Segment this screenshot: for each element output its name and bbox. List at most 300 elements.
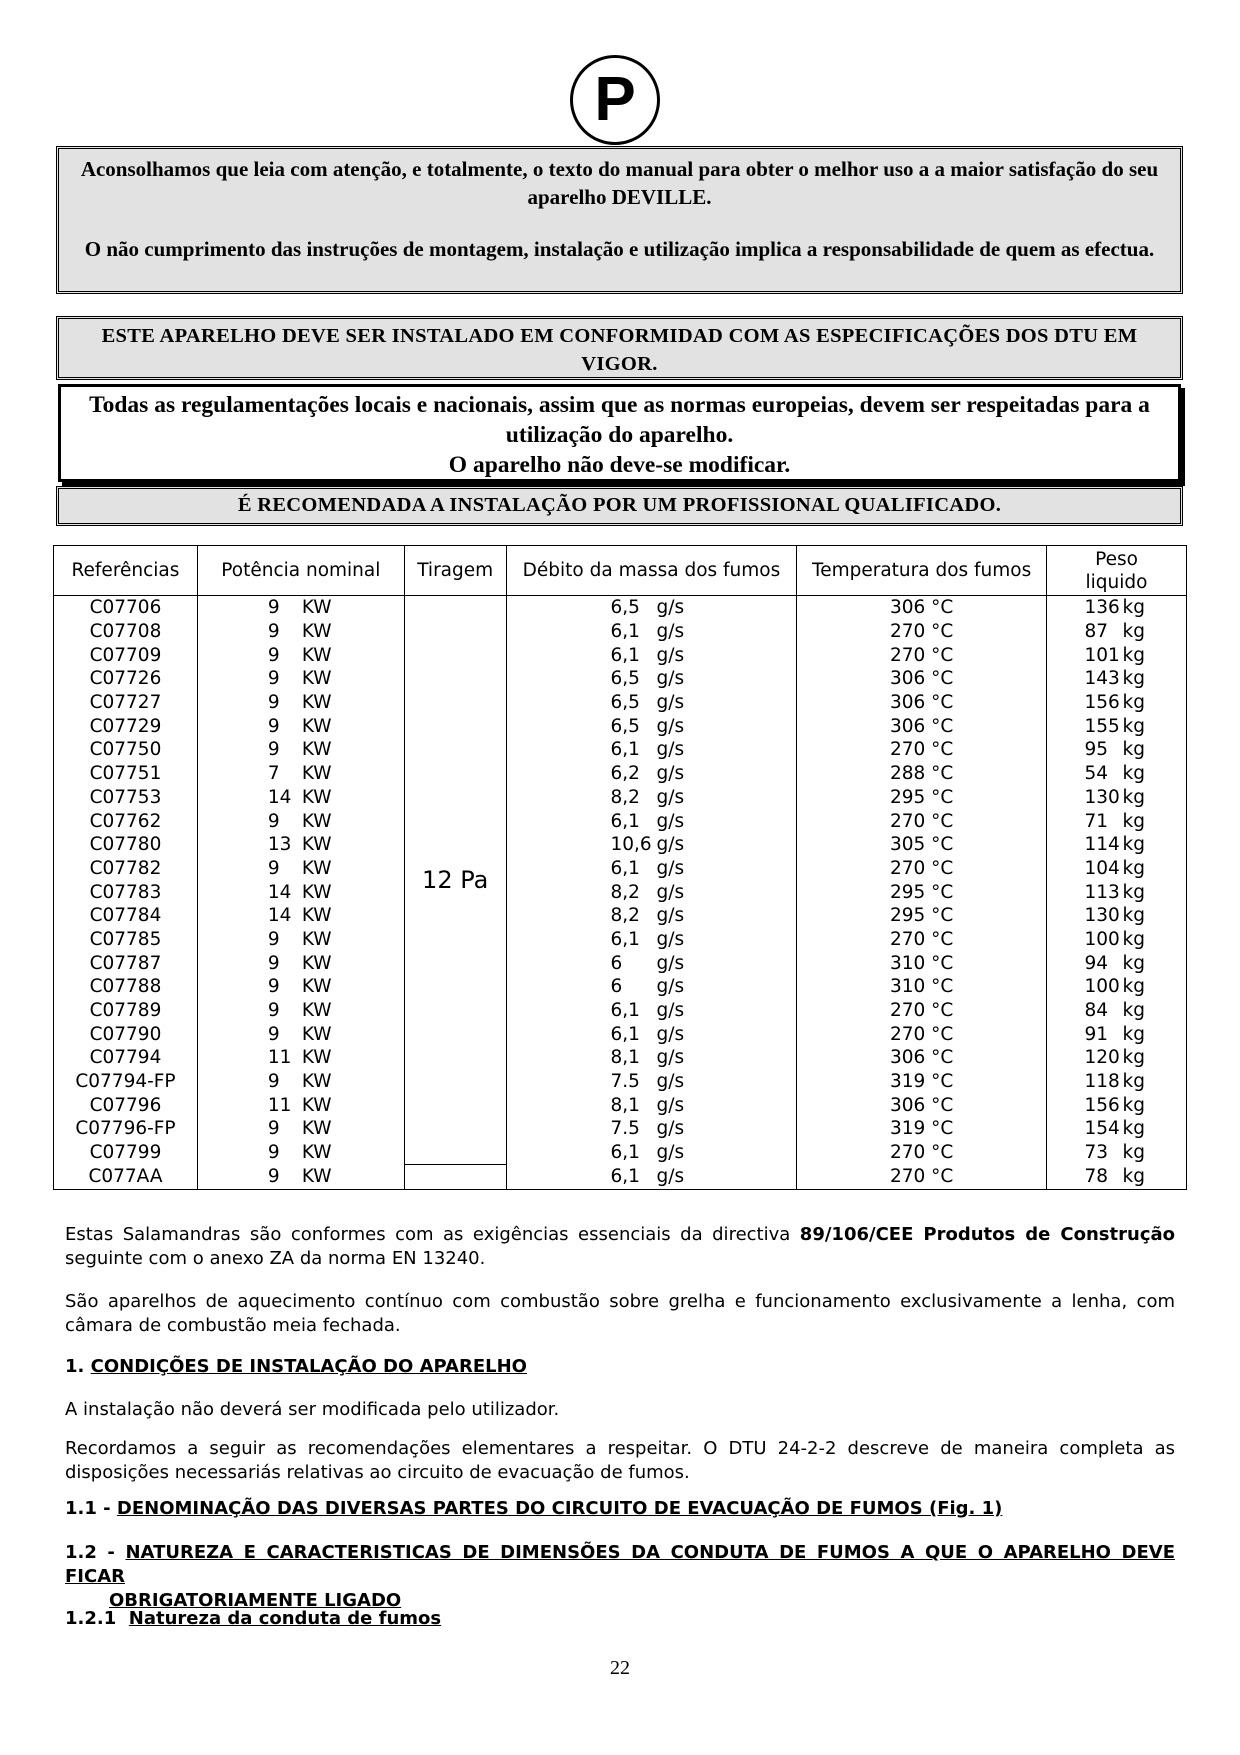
cell-reference: C07708: [54, 620, 198, 644]
cell-unit: KW: [301, 1094, 332, 1116]
section-1-2-heading: [65, 1541, 1175, 1613]
cell-unit: g/s: [656, 1118, 685, 1140]
table-row: [54, 1046, 1187, 1070]
cell-unit: kg: [1122, 857, 1145, 879]
cell-temperatura: 306 °C: [797, 667, 1047, 691]
header-referencias: Referências: [54, 546, 198, 596]
directive-text-bold: 89/106/CEE Produtos de Construção: [799, 1224, 1176, 1245]
cell-value: 156: [1084, 1094, 1120, 1116]
cell-value: 9: [267, 1142, 280, 1164]
table-row: [54, 667, 1187, 691]
cell-value: 9: [267, 976, 280, 998]
notice-dtu-text: ESTE APARELHO DEVE SER INSTALADO EM CONFORMIDAD COM AS ESPECIFICAÇÕES DOS DTU EM VIGOR.: [101, 325, 1138, 375]
cell-value: 9: [267, 810, 280, 832]
table-row: [54, 738, 1187, 762]
cell-value: 54: [1084, 763, 1109, 785]
cell-peso: [1047, 596, 1187, 620]
language-letter: P: [594, 65, 636, 134]
cell-unit: KW: [301, 597, 332, 619]
cell-unit: KW: [301, 692, 332, 714]
table-row: [54, 1165, 1187, 1190]
cell-value: 13: [267, 834, 292, 856]
cell-unit: g/s: [656, 715, 685, 737]
cell-reference: C07794-FP: [54, 1070, 198, 1094]
cell-temperatura: 295 °C: [797, 786, 1047, 810]
cell-debito: [506, 714, 797, 738]
cell-value: 156: [1084, 692, 1120, 714]
cell-unit: kg: [1122, 905, 1145, 927]
cell-value: 136: [1084, 597, 1120, 619]
cell-temperatura: 295 °C: [797, 880, 1047, 904]
cell-value: 8,2: [610, 881, 640, 903]
cell-peso: [1047, 880, 1187, 904]
cell-peso: [1047, 857, 1187, 881]
cell-value: 104: [1084, 857, 1120, 879]
table-row: [54, 833, 1187, 857]
cell-potencia: [197, 975, 404, 999]
cell-unit: g/s: [656, 786, 685, 808]
cell-potencia: [197, 904, 404, 928]
cell-peso: [1047, 643, 1187, 667]
cell-unit: kg: [1122, 928, 1145, 950]
cell-peso: [1047, 786, 1187, 810]
cell-unit: KW: [301, 881, 332, 903]
cell-peso: [1047, 904, 1187, 928]
cell-value: 8,2: [610, 905, 640, 927]
cell-potencia: [197, 1070, 404, 1094]
cell-debito: [506, 643, 797, 667]
directive-paragraph: [65, 1223, 1175, 1271]
cell-unit: KW: [301, 644, 332, 666]
dtu-text: Recordamos a seguir as recomendações elementares a respeitar. O DTU 24-2-2 descreve de maneira completa as disposições necessariás relativas ao circuito de evacuação de fumos.: [65, 1438, 1175, 1483]
cell-debito: [506, 809, 797, 833]
cell-unit: g/s: [656, 976, 685, 998]
cell-unit: g/s: [656, 597, 685, 619]
cell-unit: g/s: [656, 1047, 685, 1069]
cell-peso: [1047, 1046, 1187, 1070]
cell-reference: C07790: [54, 1022, 198, 1046]
cell-reference: C077AA: [54, 1165, 198, 1190]
cell-unit: KW: [301, 1000, 332, 1022]
cell-value: 8,2: [610, 786, 640, 808]
cell-peso: [1047, 667, 1187, 691]
cell-reference: C07706: [54, 596, 198, 620]
cell-peso: [1047, 928, 1187, 952]
cell-temperatura: 270 °C: [797, 620, 1047, 644]
cell-unit: kg: [1122, 644, 1145, 666]
cell-value: 6,1: [610, 857, 640, 879]
cell-temperatura: 270 °C: [797, 1141, 1047, 1165]
dtu-paragraph: [65, 1437, 1175, 1485]
cell-peso: [1047, 620, 1187, 644]
cell-value: 7.5: [610, 1118, 640, 1140]
cell-potencia: [197, 786, 404, 810]
cell-temperatura: 306 °C: [797, 596, 1047, 620]
cell-reference: C07799: [54, 1141, 198, 1165]
table-row: [54, 880, 1187, 904]
cell-reference: C07789: [54, 999, 198, 1023]
cell-temperatura: 310 °C: [797, 975, 1047, 999]
notice-dtu: [56, 316, 1183, 380]
cell-value: 9: [267, 739, 280, 761]
cell-value: 9: [267, 1166, 280, 1188]
cell-debito: [506, 904, 797, 928]
header-potencia: Potência nominal: [197, 546, 404, 596]
cell-value: 9: [267, 644, 280, 666]
cell-unit: g/s: [656, 1166, 685, 1188]
cell-unit: kg: [1122, 1023, 1145, 1045]
section-1-2-number: 1.2 -: [65, 1542, 115, 1563]
cell-value: 101: [1084, 644, 1120, 666]
notice-professional: [56, 486, 1183, 526]
cell-peso: [1047, 833, 1187, 857]
cell-potencia: [197, 1093, 404, 1117]
cell-peso: [1047, 1117, 1187, 1141]
cell-potencia: [197, 1046, 404, 1070]
section-1-1-heading: [65, 1497, 1175, 1521]
cell-temperatura: 270 °C: [797, 857, 1047, 881]
table-row: [54, 620, 1187, 644]
cell-temperatura: 270 °C: [797, 809, 1047, 833]
section-1-number: 1.: [65, 1356, 85, 1377]
table-row: [54, 1117, 1187, 1141]
cell-value: 154: [1084, 1118, 1120, 1140]
section-1-heading: [65, 1355, 1175, 1379]
cell-debito: [506, 738, 797, 762]
cell-value: 9: [267, 1071, 280, 1093]
cell-temperatura: 310 °C: [797, 951, 1047, 975]
language-badge: [570, 55, 660, 145]
cell-unit: kg: [1122, 834, 1145, 856]
cell-value: 113: [1084, 881, 1120, 903]
cell-value: 6,1: [610, 810, 640, 832]
cell-unit: KW: [301, 1142, 332, 1164]
cell-value: 71: [1084, 810, 1109, 832]
cell-reference: C07783: [54, 880, 198, 904]
cell-unit: g/s: [656, 692, 685, 714]
cell-unit: g/s: [656, 1142, 685, 1164]
cell-value: 130: [1084, 786, 1120, 808]
cell-value: 8,1: [610, 1047, 640, 1069]
cell-potencia: [197, 714, 404, 738]
cell-value: 11: [267, 1047, 292, 1069]
cell-unit: g/s: [656, 621, 685, 643]
section-1-2-1-number: 1.2.1: [65, 1608, 117, 1629]
section-1-2-title-line2: OBRIGATORIAMENTE LIGADO: [109, 1590, 402, 1611]
cell-temperatura: 306 °C: [797, 714, 1047, 738]
table-row: [54, 643, 1187, 667]
cell-peso: [1047, 999, 1187, 1023]
cell-unit: kg: [1122, 692, 1145, 714]
cell-unit: KW: [301, 810, 332, 832]
modification-text: A instalação não deverá ser modificada pelo utilizador.: [65, 1399, 560, 1420]
cell-value: 155: [1084, 715, 1120, 737]
modification-paragraph: [65, 1398, 1175, 1422]
cell-reference: C07726: [54, 667, 198, 691]
cell-value: 9: [267, 928, 280, 950]
cell-unit: g/s: [656, 1023, 685, 1045]
cell-value: 100: [1084, 976, 1120, 998]
table-row: [54, 762, 1187, 786]
table-row: [54, 809, 1187, 833]
section-1-1-number: 1.1 -: [65, 1498, 111, 1519]
table-row: [54, 1022, 1187, 1046]
cell-debito: [506, 857, 797, 881]
cell-unit: KW: [301, 857, 332, 879]
cell-temperatura: 288 °C: [797, 762, 1047, 786]
cell-value: 9: [267, 668, 280, 690]
table-row: [54, 928, 1187, 952]
cell-value: 6,1: [610, 928, 640, 950]
cell-potencia: [197, 1117, 404, 1141]
cell-unit: kg: [1122, 1047, 1145, 1069]
cell-reference: C07787: [54, 951, 198, 975]
notice-read-manual-line1: Aconsolhamos que leia com atenção, e totalmente, o texto do manual para obter o melhor uso a a maior satisfação do seu aparelho DEVILLE.: [80, 157, 1159, 209]
cell-debito: [506, 833, 797, 857]
cell-debito: [506, 1141, 797, 1165]
header-peso: Peso liquido: [1047, 546, 1187, 596]
cell-value: 7.5: [610, 1071, 640, 1093]
cell-value: 78: [1084, 1166, 1109, 1188]
cell-value: 6,1: [610, 1023, 640, 1045]
cell-value: 11: [267, 1094, 292, 1116]
cell-value: 14: [267, 881, 292, 903]
cell-unit: kg: [1122, 881, 1145, 903]
cell-unit: KW: [301, 928, 332, 950]
cell-temperatura: 270 °C: [797, 738, 1047, 762]
cell-value: 100: [1084, 928, 1120, 950]
cell-reference: C07785: [54, 928, 198, 952]
cell-potencia: [197, 643, 404, 667]
cell-value: 6,5: [610, 597, 640, 619]
cell-potencia: [197, 596, 404, 620]
cell-debito: [506, 620, 797, 644]
cell-value: 143: [1084, 668, 1120, 690]
cell-unit: kg: [1122, 1071, 1145, 1093]
cell-temperatura: 270 °C: [797, 1022, 1047, 1046]
notice-read-manual-line2: O não cumprimento das instruções de montagem, instalação e utilização implica a responsabilidade de quem as efectua.: [84, 237, 1155, 261]
header-debito: Débito da massa dos fumos: [506, 546, 797, 596]
cell-unit: g/s: [656, 763, 685, 785]
cell-value: 7: [267, 763, 280, 785]
table-row: [54, 1141, 1187, 1165]
cell-reference: C07794: [54, 1046, 198, 1070]
cell-unit: g/s: [656, 1071, 685, 1093]
cell-value: 95: [1084, 739, 1109, 761]
cell-debito: [506, 1165, 797, 1190]
cell-value: 130: [1084, 905, 1120, 927]
cell-unit: g/s: [656, 739, 685, 761]
table-row: [54, 999, 1187, 1023]
cell-tiragem-empty: [404, 1165, 506, 1190]
section-1-title: CONDIÇÕES DE INSTALAÇÃO DO APARELHO: [90, 1356, 527, 1377]
cell-value: 6,1: [610, 644, 640, 666]
cell-potencia: [197, 762, 404, 786]
cell-value: 6,1: [610, 1000, 640, 1022]
cell-unit: KW: [301, 1166, 332, 1188]
cell-unit: g/s: [656, 644, 685, 666]
cell-reference: C07788: [54, 975, 198, 999]
cell-unit: g/s: [656, 857, 685, 879]
cell-unit: KW: [301, 952, 332, 974]
table-row: [54, 857, 1187, 881]
cell-unit: kg: [1122, 1000, 1145, 1022]
cell-temperatura: 270 °C: [797, 928, 1047, 952]
cell-debito: [506, 667, 797, 691]
cell-value: 6,1: [610, 739, 640, 761]
cell-reference: C07784: [54, 904, 198, 928]
cell-value: 9: [267, 952, 280, 974]
table-row: [54, 1070, 1187, 1094]
cell-debito: [506, 786, 797, 810]
table-row: [54, 904, 1187, 928]
cell-debito: [506, 762, 797, 786]
cell-value: 114: [1084, 834, 1120, 856]
cell-potencia: [197, 880, 404, 904]
section-1-1-title: DENOMINAÇÃO DAS DIVERSAS PARTES DO CIRCUITO DE EVACUAÇÃO DE FUMOS (Fig. 1): [116, 1498, 1003, 1519]
cell-value: 6: [610, 952, 623, 974]
cell-peso: [1047, 1141, 1187, 1165]
cell-value: 6,5: [610, 692, 640, 714]
cell-temperatura: 319 °C: [797, 1070, 1047, 1094]
directive-text-post: seguinte com o anexo ZA da norma EN 13240.: [65, 1248, 486, 1269]
cell-unit: g/s: [656, 952, 685, 974]
cell-unit: g/s: [656, 928, 685, 950]
cell-unit: KW: [301, 1118, 332, 1140]
cell-value: 6,1: [610, 1166, 640, 1188]
notice-professional-text: É RECOMENDADA A INSTALAÇÃO POR UM PROFISSIONAL QUALIFICADO.: [237, 494, 1002, 516]
cell-peso: [1047, 691, 1187, 715]
cell-reference: C07796-FP: [54, 1117, 198, 1141]
cell-value: 9: [267, 597, 280, 619]
cell-debito: [506, 691, 797, 715]
cell-unit: KW: [301, 715, 332, 737]
cell-reference: C07762: [54, 809, 198, 833]
table-row: [54, 691, 1187, 715]
cell-peso: [1047, 1070, 1187, 1094]
cell-temperatura: 270 °C: [797, 1165, 1047, 1190]
cell-reference: C07751: [54, 762, 198, 786]
cell-unit: KW: [301, 763, 332, 785]
cell-debito: [506, 1070, 797, 1094]
header-tiragem: Tiragem: [404, 546, 506, 596]
cell-value: 9: [267, 692, 280, 714]
cell-value: 6,1: [610, 1142, 640, 1164]
cell-debito: [506, 1022, 797, 1046]
cell-peso: [1047, 738, 1187, 762]
notice-read-manual: [56, 146, 1183, 294]
cell-unit: kg: [1122, 1142, 1145, 1164]
cell-unit: g/s: [656, 1094, 685, 1116]
cell-potencia: [197, 691, 404, 715]
cell-unit: kg: [1122, 739, 1145, 761]
cell-peso: [1047, 714, 1187, 738]
cell-unit: g/s: [656, 668, 685, 690]
table-row: [54, 714, 1187, 738]
cell-value: 9: [267, 1023, 280, 1045]
cell-unit: KW: [301, 976, 332, 998]
cell-value: 10,6: [610, 834, 652, 856]
cell-potencia: [197, 1022, 404, 1046]
cell-peso: [1047, 762, 1187, 786]
cell-peso: [1047, 809, 1187, 833]
cell-peso: [1047, 1022, 1187, 1046]
cell-reference: C07796: [54, 1093, 198, 1117]
cell-value: 6: [610, 976, 623, 998]
notice-regulations-line1: Todas as regulamentações locais e nacionais, assim que as normas europeias, devem ser respeitadas para a utilização do aparelho.: [89, 392, 1150, 448]
cell-value: 14: [267, 905, 292, 927]
cell-unit: KW: [301, 739, 332, 761]
cell-potencia: [197, 738, 404, 762]
cell-unit: kg: [1122, 621, 1145, 643]
cell-unit: kg: [1122, 1118, 1145, 1140]
cell-unit: KW: [301, 834, 332, 856]
cell-unit: KW: [301, 621, 332, 643]
cell-unit: KW: [301, 1023, 332, 1045]
cell-potencia: [197, 620, 404, 644]
cell-reference: C07727: [54, 691, 198, 715]
table-row: [54, 786, 1187, 810]
cell-peso: [1047, 951, 1187, 975]
cell-reference: C07753: [54, 786, 198, 810]
cell-reference: C07780: [54, 833, 198, 857]
cell-unit: kg: [1122, 763, 1145, 785]
cell-potencia: [197, 857, 404, 881]
cell-debito: [506, 1117, 797, 1141]
cell-potencia: [197, 833, 404, 857]
cell-reference: C07709: [54, 643, 198, 667]
cell-value: 6,5: [610, 668, 640, 690]
cell-value: 9: [267, 1118, 280, 1140]
cell-value: 9: [267, 715, 280, 737]
page-number: 22: [610, 1657, 630, 1679]
cell-unit: g/s: [656, 881, 685, 903]
appliance-description: [65, 1290, 1175, 1338]
cell-reference: C07750: [54, 738, 198, 762]
cell-value: 87: [1084, 621, 1109, 643]
cell-potencia: [197, 999, 404, 1023]
cell-peso: [1047, 1093, 1187, 1117]
cell-unit: g/s: [656, 834, 685, 856]
cell-reference: C07729: [54, 714, 198, 738]
section-1-2-1-heading: [65, 1607, 1175, 1631]
cell-potencia: [197, 951, 404, 975]
table-row: [54, 1093, 1187, 1117]
section-1-2-1-title: Natureza da conduta de fumos: [128, 1608, 442, 1629]
cell-value: 118: [1084, 1071, 1120, 1093]
notice-regulations: [58, 384, 1181, 482]
cell-value: 14: [267, 786, 292, 808]
cell-temperatura: 306 °C: [797, 1093, 1047, 1117]
cell-reference: C07782: [54, 857, 198, 881]
cell-unit: kg: [1122, 786, 1145, 808]
cell-unit: kg: [1122, 952, 1145, 974]
cell-potencia: [197, 667, 404, 691]
cell-value: 9: [267, 621, 280, 643]
cell-debito: [506, 975, 797, 999]
cell-temperatura: 319 °C: [797, 1117, 1047, 1141]
cell-unit: KW: [301, 905, 332, 927]
cell-unit: kg: [1122, 715, 1145, 737]
cell-unit: kg: [1122, 976, 1145, 998]
cell-value: 6,2: [610, 763, 640, 785]
cell-debito: [506, 596, 797, 620]
cell-value: 73: [1084, 1142, 1109, 1164]
notice-regulations-line2: O aparelho não deve-se modificar.: [448, 452, 791, 478]
table-header-row: [54, 546, 1187, 596]
section-1-2-title-line1: NATUREZA E CARACTERISTICAS DE DIMENSÕES DA CONDUTA DE FUMOS A QUE O APARELHO DEVE FICAR: [65, 1542, 1175, 1587]
specifications-table: [53, 545, 1187, 1190]
